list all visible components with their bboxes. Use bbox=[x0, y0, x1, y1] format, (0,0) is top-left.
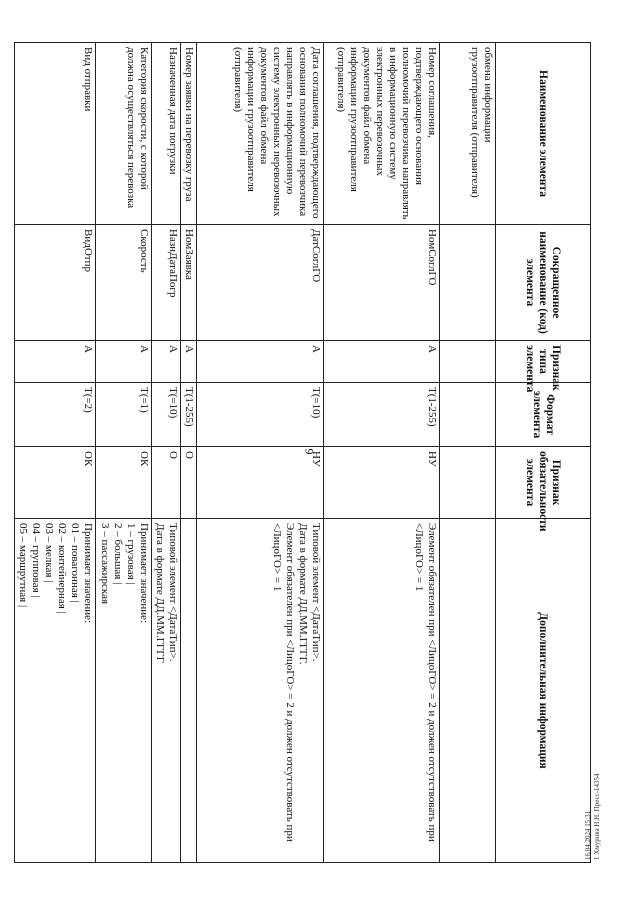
cell-info bbox=[181, 519, 197, 863]
cell-format: Т(1-255) bbox=[181, 383, 197, 447]
cell-format: Т(1-255) bbox=[324, 383, 440, 447]
table-row bbox=[15, 43, 96, 863]
cell-info bbox=[440, 519, 496, 863]
cell-format: Т(=10) bbox=[197, 383, 324, 447]
cell-info: Принимает значение: 01 – повагонная | 02 – контейнерная | 03 – мелкая | 04 – групповая | 05 – маршрутная | bbox=[15, 519, 96, 863]
cell-type: А bbox=[152, 341, 181, 383]
cell-required: ОК bbox=[15, 447, 96, 519]
cell-info: Элемент обязателен при <ЛицоГО> = 2 и должен отсутствовать при <ЛицоГО> = 1 bbox=[324, 519, 440, 863]
cell-info: Типовой элемент <ДатаТип>. Дата в формате ДД.ММ.ГГГГ bbox=[152, 519, 181, 863]
table-row bbox=[440, 43, 496, 863]
page-number: 9 bbox=[302, 448, 317, 455]
header-code: Сокращенное наименование (код) элемента bbox=[496, 225, 591, 341]
cell-name: Категория скорости, с которой должна осуществляться перевозка bbox=[96, 43, 152, 225]
cell-code: ДатСоглГО bbox=[197, 225, 324, 341]
table-row bbox=[324, 43, 440, 863]
cell-info: Принимает значение: 1 – грузовая | 2 – большая | 3 – пассажирская bbox=[96, 519, 152, 863]
cell-code: Скорость bbox=[96, 225, 152, 341]
header-info: Дополнительная информация bbox=[496, 519, 591, 863]
rotated-table-wrapper bbox=[17, 42, 591, 862]
table-row bbox=[181, 43, 197, 863]
table-row bbox=[96, 43, 152, 863]
cell-type: А bbox=[15, 341, 96, 383]
cell-type: А bbox=[181, 341, 197, 383]
table-header-row bbox=[496, 43, 591, 863]
cell-type: А bbox=[324, 341, 440, 383]
cell-name: Номер соглашения, подтверждающего основания полномочий перевозчика направлять в информационную систему электронных перевозочных документов файл обмена информации грузоотправителя (отправителя) bbox=[324, 43, 440, 225]
cell-code: НомЗаявка bbox=[181, 225, 197, 341]
cell-code: ВидОтпр bbox=[15, 225, 96, 341]
cell-required: О bbox=[181, 447, 197, 519]
cell-required: НУ bbox=[197, 447, 324, 519]
cell-type: А bbox=[96, 341, 152, 383]
cell-name: Назначенная дата погрузки bbox=[152, 43, 181, 225]
header-type: Признак типа элемента bbox=[496, 341, 591, 383]
header-format: Формат элемента bbox=[496, 383, 591, 447]
cell-required: О bbox=[152, 447, 181, 519]
cell-name: Номер заявки на перевозку груза bbox=[181, 43, 197, 225]
cell-required bbox=[440, 447, 496, 519]
cell-type bbox=[440, 341, 496, 383]
cell-code: НомСоглГО bbox=[324, 225, 440, 341]
cell-name: Дата соглашения, подтверждающего основания полномочий перевозчика направлять в информационную систему электронных перевозочных документов файл обмена информации грузоотправителя (отправителя) bbox=[197, 43, 324, 225]
elements-table bbox=[14, 42, 591, 863]
footer-line-2: 1 Хмурова Н.Н. Пресс-14354 bbox=[593, 773, 601, 860]
table-row bbox=[197, 43, 324, 863]
cell-format bbox=[440, 383, 496, 447]
header-required: Признак обязательности элемента bbox=[496, 447, 591, 519]
cell-type: А bbox=[197, 341, 324, 383]
footer-line-1: 16.04.2024 15:31 bbox=[584, 810, 592, 860]
cell-required: ОК bbox=[96, 447, 152, 519]
cell-format: Т(=10) bbox=[152, 383, 181, 447]
cell-format: Т(=2) bbox=[15, 383, 96, 447]
cell-required: НУ bbox=[324, 447, 440, 519]
cell-name: Вид отправки bbox=[15, 43, 96, 225]
header-name: Наименование элемента bbox=[496, 43, 591, 225]
cell-info: Типовой элемент <ДатаТип>. Дата в формате ДД.ММ.ГГГГ. Элемент обязателен при <ЛицоГО> = 2 и должен отсутствовать при <ЛицоГО> = 1 bbox=[197, 519, 324, 863]
table-row bbox=[152, 43, 181, 863]
cell-code: НазнДатаПогр bbox=[152, 225, 181, 341]
cell-code bbox=[440, 225, 496, 341]
cell-format: Т(=1) bbox=[96, 383, 152, 447]
cell-name: обмена информации грузоотправителя (отправителя) bbox=[440, 43, 496, 225]
